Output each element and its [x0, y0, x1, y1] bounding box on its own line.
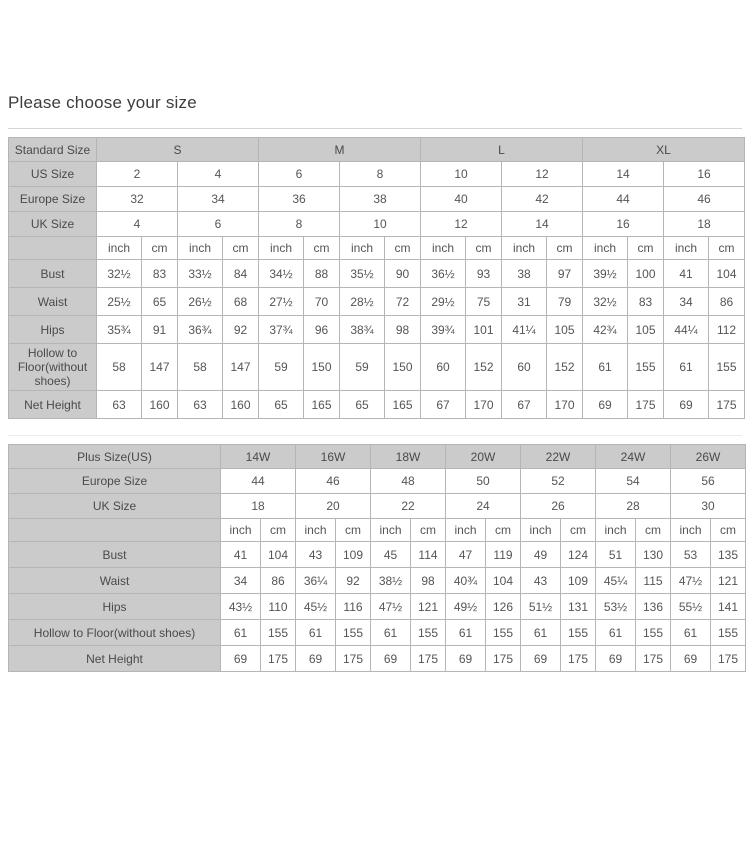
cm-value-cell: 155	[561, 620, 596, 646]
size-value-cell: 4	[178, 162, 259, 187]
inch-unit-cell: inch	[259, 237, 304, 260]
row-label-cell: Net Height	[9, 646, 221, 672]
inch-value-cell: 41	[221, 542, 261, 568]
size-value-cell: 12	[502, 162, 583, 187]
plus-size-table	[8, 444, 746, 672]
cm-value-cell: 92	[336, 568, 371, 594]
inch-value-cell: 61	[446, 620, 486, 646]
cm-unit-cell: cm	[711, 519, 746, 542]
cm-value-cell: 83	[142, 260, 178, 288]
cm-value-cell: 97	[547, 260, 583, 288]
cm-value-cell: 109	[336, 542, 371, 568]
inch-value-cell: 61	[596, 620, 636, 646]
row-label-cell	[9, 519, 221, 542]
cm-unit-cell: cm	[486, 519, 521, 542]
measurement-row	[9, 646, 746, 672]
size-value-cell: 16	[583, 212, 664, 237]
inch-value-cell: 69	[296, 646, 336, 672]
inch-unit-cell: inch	[664, 237, 709, 260]
size-group-cell: 26W	[671, 445, 746, 469]
inch-unit-cell: inch	[521, 519, 561, 542]
inch-value-cell: 37¾	[259, 316, 304, 344]
cm-value-cell: 165	[304, 391, 340, 419]
size-value-cell: 8	[259, 212, 340, 237]
inch-value-cell: 25½	[97, 288, 142, 316]
inch-value-cell: 32½	[97, 260, 142, 288]
size-value-cell: 44	[221, 469, 296, 494]
measurement-row	[9, 620, 746, 646]
size-value-cell: 20	[296, 494, 371, 519]
inch-value-cell: 47½	[371, 594, 411, 620]
inch-value-cell: 41	[664, 260, 709, 288]
cm-unit-cell: cm	[261, 519, 296, 542]
size-value-cell: 6	[178, 212, 259, 237]
cm-value-cell: 160	[223, 391, 259, 419]
inch-value-cell: 29½	[421, 288, 466, 316]
cm-value-cell: 72	[385, 288, 421, 316]
size-value-cell: 8	[340, 162, 421, 187]
inch-unit-cell: inch	[671, 519, 711, 542]
cm-value-cell: 112	[709, 316, 745, 344]
cm-value-cell: 91	[142, 316, 178, 344]
inch-value-cell: 67	[421, 391, 466, 419]
size-value-cell: 10	[421, 162, 502, 187]
cm-value-cell: 152	[547, 344, 583, 391]
size-group-cell: M	[259, 138, 421, 162]
size-value-cell: 28	[596, 494, 671, 519]
cm-value-cell: 93	[466, 260, 502, 288]
cm-value-cell: 121	[411, 594, 446, 620]
cm-value-cell: 147	[223, 344, 259, 391]
inch-value-cell: 59	[259, 344, 304, 391]
cm-value-cell: 150	[304, 344, 340, 391]
cm-value-cell: 68	[223, 288, 259, 316]
inch-value-cell: 36¾	[178, 316, 223, 344]
inch-value-cell: 45¼	[596, 568, 636, 594]
inch-value-cell: 55½	[671, 594, 711, 620]
size-value-cell: 50	[446, 469, 521, 494]
cm-value-cell: 160	[142, 391, 178, 419]
inch-value-cell: 35½	[340, 260, 385, 288]
cm-value-cell: 105	[547, 316, 583, 344]
page-title: Please choose your size	[8, 93, 197, 112]
row-label-cell: Europe Size	[9, 187, 97, 212]
cm-value-cell: 70	[304, 288, 340, 316]
size-value-cell: 10	[340, 212, 421, 237]
unit-header-row	[9, 237, 745, 260]
cm-value-cell: 155	[636, 620, 671, 646]
row-label-cell: Hips	[9, 316, 97, 344]
cm-value-cell: 75	[466, 288, 502, 316]
size-conversion-row	[9, 187, 745, 212]
cm-value-cell: 92	[223, 316, 259, 344]
size-value-cell: 18	[664, 212, 745, 237]
size-group-cell: 20W	[446, 445, 521, 469]
size-value-cell: 46	[664, 187, 745, 212]
inch-unit-cell: inch	[596, 519, 636, 542]
inch-value-cell: 53	[671, 542, 711, 568]
cm-value-cell: 141	[711, 594, 746, 620]
inch-value-cell: 65	[259, 391, 304, 419]
inch-value-cell: 51½	[521, 594, 561, 620]
inch-value-cell: 35¾	[97, 316, 142, 344]
size-group-cell: L	[421, 138, 583, 162]
cm-unit-cell: cm	[142, 237, 178, 260]
cm-value-cell: 101	[466, 316, 502, 344]
cm-value-cell: 114	[411, 542, 446, 568]
size-value-cell: 42	[502, 187, 583, 212]
cm-value-cell: 135	[711, 542, 746, 568]
size-value-cell: 34	[178, 187, 259, 212]
size-group-row	[9, 445, 746, 469]
cm-value-cell: 155	[336, 620, 371, 646]
cm-value-cell: 90	[385, 260, 421, 288]
row-label-cell: Hollow to Floor(without shoes)	[9, 620, 221, 646]
inch-value-cell: 49	[521, 542, 561, 568]
inch-value-cell: 45½	[296, 594, 336, 620]
inch-value-cell: 26½	[178, 288, 223, 316]
inch-value-cell: 43½	[221, 594, 261, 620]
inch-value-cell: 69	[371, 646, 411, 672]
inch-value-cell: 60	[421, 344, 466, 391]
inch-unit-cell: inch	[340, 237, 385, 260]
cm-value-cell: 175	[336, 646, 371, 672]
cm-unit-cell: cm	[223, 237, 259, 260]
inch-value-cell: 41¼	[502, 316, 547, 344]
cm-value-cell: 130	[636, 542, 671, 568]
cm-value-cell: 100	[628, 260, 664, 288]
cm-value-cell: 105	[628, 316, 664, 344]
size-value-cell: 4	[97, 212, 178, 237]
size-value-cell: 38	[340, 187, 421, 212]
inch-unit-cell: inch	[178, 237, 223, 260]
size-group-cell: 18W	[371, 445, 446, 469]
size-value-cell: 48	[371, 469, 446, 494]
row-label-cell: UK Size	[9, 212, 97, 237]
inch-value-cell: 53½	[596, 594, 636, 620]
inch-value-cell: 63	[178, 391, 223, 419]
cm-value-cell: 136	[636, 594, 671, 620]
inch-unit-cell: inch	[97, 237, 142, 260]
cm-value-cell: 175	[636, 646, 671, 672]
cm-value-cell: 155	[261, 620, 296, 646]
inch-value-cell: 47½	[671, 568, 711, 594]
size-value-cell: 44	[583, 187, 664, 212]
size-value-cell: 24	[446, 494, 521, 519]
size-value-cell: 14	[583, 162, 664, 187]
inch-value-cell: 42¾	[583, 316, 628, 344]
inch-value-cell: 59	[340, 344, 385, 391]
cm-value-cell: 155	[709, 344, 745, 391]
cm-value-cell: 98	[411, 568, 446, 594]
cm-value-cell: 84	[223, 260, 259, 288]
cm-value-cell: 124	[561, 542, 596, 568]
size-conversion-row	[9, 469, 746, 494]
cm-value-cell: 147	[142, 344, 178, 391]
size-value-cell: 52	[521, 469, 596, 494]
size-value-cell: 14	[502, 212, 583, 237]
cm-unit-cell: cm	[304, 237, 340, 260]
cm-value-cell: 175	[411, 646, 446, 672]
inch-value-cell: 34	[221, 568, 261, 594]
size-value-cell: 30	[671, 494, 746, 519]
cm-value-cell: 98	[385, 316, 421, 344]
inch-value-cell: 61	[296, 620, 336, 646]
measurement-row	[9, 288, 745, 316]
cm-unit-cell: cm	[547, 237, 583, 260]
measurement-row	[9, 260, 745, 288]
cm-unit-cell: cm	[411, 519, 446, 542]
inch-value-cell: 39¾	[421, 316, 466, 344]
inch-unit-cell: inch	[221, 519, 261, 542]
inch-value-cell: 27½	[259, 288, 304, 316]
inch-value-cell: 32½	[583, 288, 628, 316]
inch-value-cell: 39½	[583, 260, 628, 288]
size-value-cell: 2	[97, 162, 178, 187]
cm-value-cell: 96	[304, 316, 340, 344]
inch-value-cell: 61	[521, 620, 561, 646]
cm-value-cell: 155	[711, 620, 746, 646]
plus-tbody	[9, 445, 746, 672]
size-guide-section	[0, 93, 750, 672]
row-label-cell: Net Height	[9, 391, 97, 419]
measurement-row	[9, 542, 746, 568]
cm-value-cell: 165	[385, 391, 421, 419]
cm-unit-cell: cm	[561, 519, 596, 542]
size-value-cell: 26	[521, 494, 596, 519]
cm-unit-cell: cm	[628, 237, 664, 260]
inch-value-cell: 38½	[371, 568, 411, 594]
size-group-cell: XL	[583, 138, 745, 162]
cm-value-cell: 116	[336, 594, 371, 620]
cm-value-cell: 88	[304, 260, 340, 288]
inch-value-cell: 36¼	[296, 568, 336, 594]
cm-value-cell: 152	[466, 344, 502, 391]
size-value-cell: 46	[296, 469, 371, 494]
inch-value-cell: 34	[664, 288, 709, 316]
inch-value-cell: 61	[221, 620, 261, 646]
size-value-cell: 40	[421, 187, 502, 212]
cm-unit-cell: cm	[636, 519, 671, 542]
measurement-row	[9, 344, 745, 391]
heading-divider	[8, 128, 742, 129]
inch-value-cell: 47	[446, 542, 486, 568]
inch-unit-cell: inch	[446, 519, 486, 542]
inch-value-cell: 31	[502, 288, 547, 316]
inch-value-cell: 69	[664, 391, 709, 419]
size-value-cell: 16	[664, 162, 745, 187]
measurement-row	[9, 316, 745, 344]
cm-value-cell: 155	[486, 620, 521, 646]
cm-value-cell: 170	[466, 391, 502, 419]
inch-unit-cell: inch	[296, 519, 336, 542]
cm-value-cell: 104	[486, 568, 521, 594]
size-value-cell: 12	[421, 212, 502, 237]
inch-value-cell: 58	[97, 344, 142, 391]
row-label-cell: Waist	[9, 568, 221, 594]
inch-value-cell: 28½	[340, 288, 385, 316]
cm-value-cell: 86	[709, 288, 745, 316]
inch-value-cell: 58	[178, 344, 223, 391]
inch-value-cell: 61	[671, 620, 711, 646]
cm-value-cell: 175	[711, 646, 746, 672]
size-value-cell: 18	[221, 494, 296, 519]
inch-value-cell: 38¾	[340, 316, 385, 344]
inch-value-cell: 44¼	[664, 316, 709, 344]
size-group-cell: 14W	[221, 445, 296, 469]
cm-value-cell: 126	[486, 594, 521, 620]
inch-value-cell: 49½	[446, 594, 486, 620]
inch-unit-cell: inch	[421, 237, 466, 260]
cm-value-cell: 175	[486, 646, 521, 672]
inch-value-cell: 43	[521, 568, 561, 594]
inch-unit-cell: inch	[583, 237, 628, 260]
row-label-cell: US Size	[9, 162, 97, 187]
size-group-cell: 24W	[596, 445, 671, 469]
cm-value-cell: 104	[709, 260, 745, 288]
size-group-row	[9, 138, 745, 162]
cm-value-cell: 175	[628, 391, 664, 419]
cm-unit-cell: cm	[336, 519, 371, 542]
inch-value-cell: 33½	[178, 260, 223, 288]
cm-value-cell: 86	[261, 568, 296, 594]
inch-value-cell: 65	[340, 391, 385, 419]
inch-value-cell: 51	[596, 542, 636, 568]
inch-value-cell: 67	[502, 391, 547, 419]
inch-value-cell: 43	[296, 542, 336, 568]
inch-value-cell: 69	[671, 646, 711, 672]
inch-value-cell: 69	[221, 646, 261, 672]
size-value-cell: 56	[671, 469, 746, 494]
measurement-row	[9, 568, 746, 594]
inch-value-cell: 69	[446, 646, 486, 672]
row-label-cell: Bust	[9, 260, 97, 288]
row-label-cell: Hollow to Floor(without shoes)	[9, 344, 97, 391]
standard-tbody	[9, 138, 745, 419]
row-label-cell: Waist	[9, 288, 97, 316]
cm-value-cell: 79	[547, 288, 583, 316]
size-group-cell: 22W	[521, 445, 596, 469]
cm-value-cell: 131	[561, 594, 596, 620]
inch-unit-cell: inch	[502, 237, 547, 260]
inch-value-cell: 61	[583, 344, 628, 391]
measurement-row	[9, 594, 746, 620]
cm-value-cell: 121	[711, 568, 746, 594]
cm-value-cell: 104	[261, 542, 296, 568]
inch-value-cell: 69	[596, 646, 636, 672]
cm-value-cell: 119	[486, 542, 521, 568]
cm-value-cell: 175	[561, 646, 596, 672]
size-value-cell: 32	[97, 187, 178, 212]
cm-value-cell: 155	[411, 620, 446, 646]
inch-value-cell: 61	[664, 344, 709, 391]
cm-value-cell: 170	[547, 391, 583, 419]
inch-value-cell: 61	[371, 620, 411, 646]
cm-value-cell: 65	[142, 288, 178, 316]
cm-value-cell: 155	[628, 344, 664, 391]
row-label-cell: Standard Size	[9, 138, 97, 162]
cm-unit-cell: cm	[385, 237, 421, 260]
row-label-cell: UK Size	[9, 494, 221, 519]
size-conversion-row	[9, 212, 745, 237]
unit-header-row	[9, 519, 746, 542]
cm-unit-cell: cm	[466, 237, 502, 260]
cm-value-cell: 110	[261, 594, 296, 620]
standard-size-table	[8, 137, 745, 419]
inch-value-cell: 40¾	[446, 568, 486, 594]
row-label-cell	[9, 237, 97, 260]
row-label-cell: Europe Size	[9, 469, 221, 494]
size-conversion-row	[9, 162, 745, 187]
size-value-cell: 54	[596, 469, 671, 494]
size-value-cell: 6	[259, 162, 340, 187]
size-value-cell: 36	[259, 187, 340, 212]
row-label-cell: Bust	[9, 542, 221, 568]
inch-value-cell: 38	[502, 260, 547, 288]
inch-value-cell: 69	[583, 391, 628, 419]
size-group-cell: 16W	[296, 445, 371, 469]
row-label-cell: Hips	[9, 594, 221, 620]
size-group-cell: S	[97, 138, 259, 162]
size-conversion-row	[9, 494, 746, 519]
table-separator	[8, 435, 742, 436]
inch-unit-cell: inch	[371, 519, 411, 542]
inch-value-cell: 45	[371, 542, 411, 568]
cm-value-cell: 83	[628, 288, 664, 316]
measurement-row	[9, 391, 745, 419]
cm-value-cell: 150	[385, 344, 421, 391]
inch-value-cell: 36½	[421, 260, 466, 288]
inch-value-cell: 69	[521, 646, 561, 672]
cm-value-cell: 175	[261, 646, 296, 672]
row-label-cell: Plus Size(US)	[9, 445, 221, 469]
cm-value-cell: 175	[709, 391, 745, 419]
cm-value-cell: 115	[636, 568, 671, 594]
cm-unit-cell: cm	[709, 237, 745, 260]
cm-value-cell: 109	[561, 568, 596, 594]
inch-value-cell: 34½	[259, 260, 304, 288]
size-value-cell: 22	[371, 494, 446, 519]
inch-value-cell: 60	[502, 344, 547, 391]
inch-value-cell: 63	[97, 391, 142, 419]
